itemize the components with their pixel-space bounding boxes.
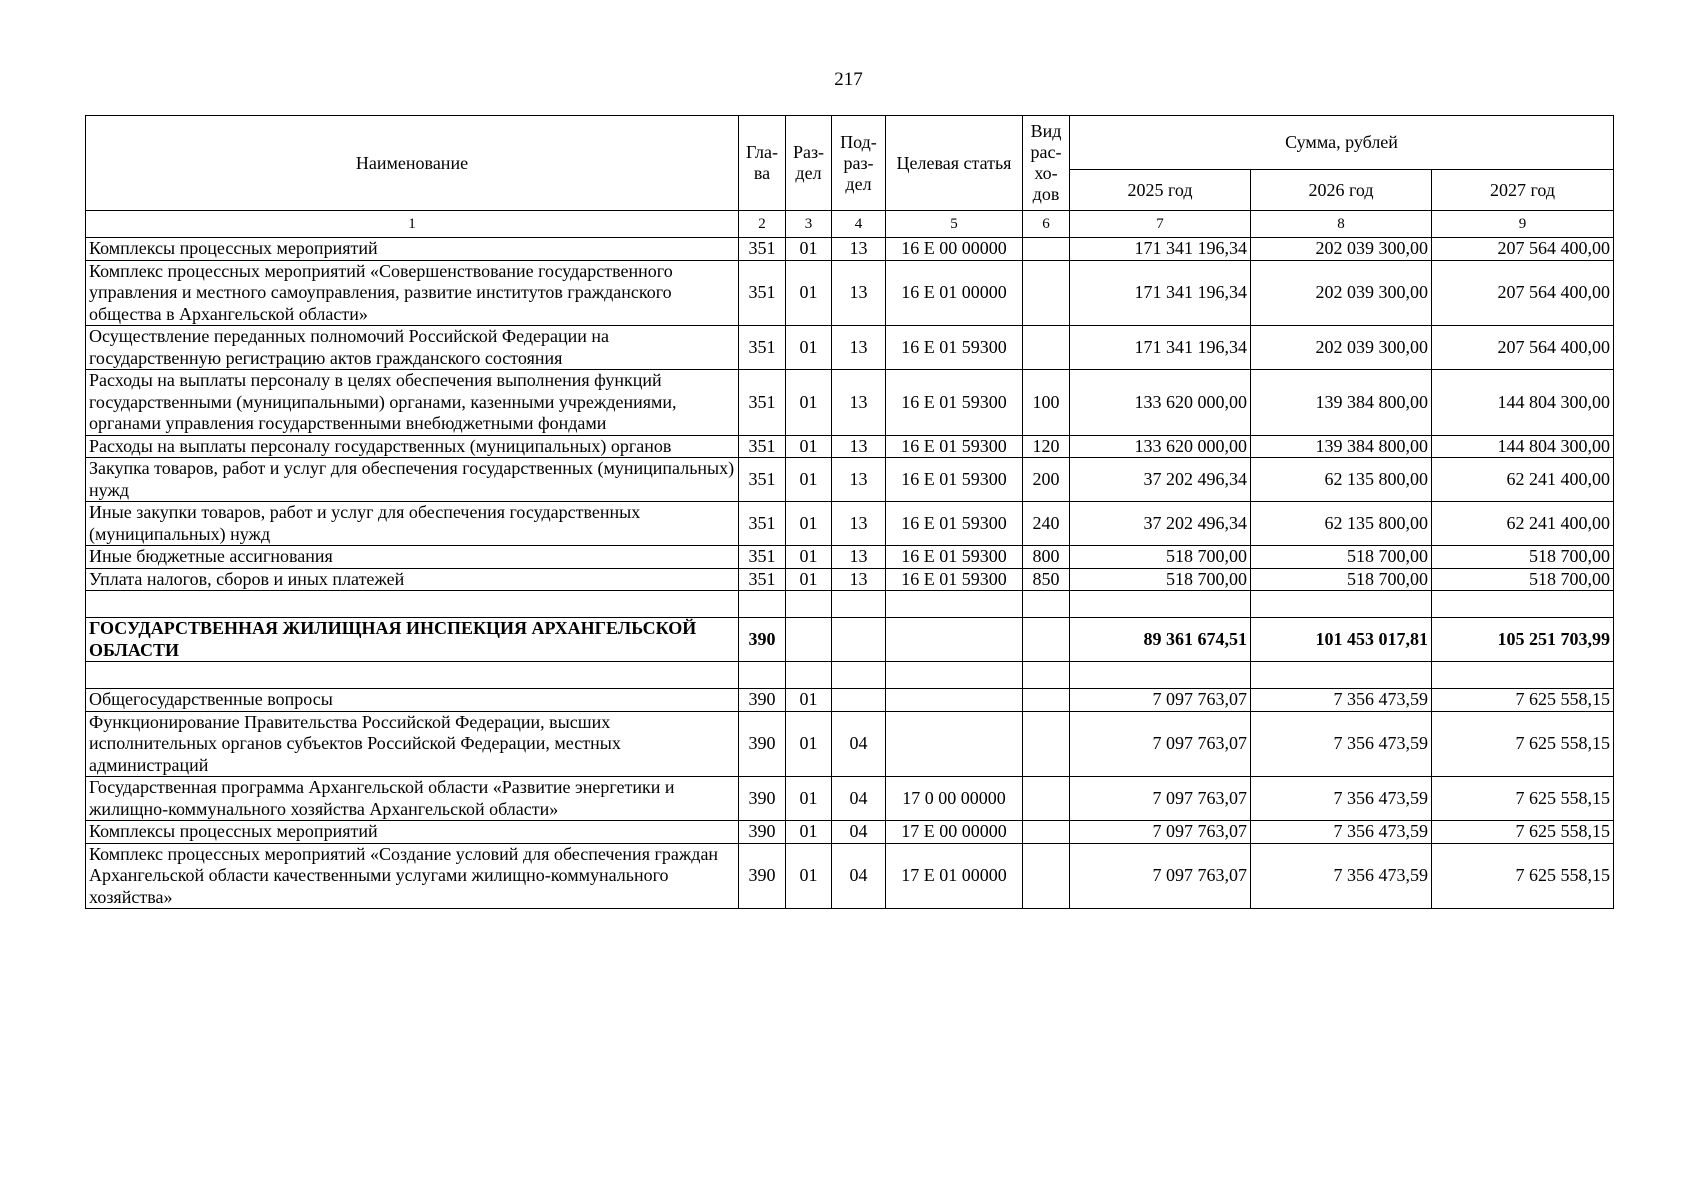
cell-amount-2025: 133 620 000,00 [1070,370,1251,436]
cell-podrazdel: 13 [832,502,886,546]
column-index: 5 [886,211,1023,238]
column-index: 8 [1251,211,1432,238]
cell-glava: 351 [739,458,786,502]
column-index: 9 [1432,211,1614,238]
row-name: Закупка товаров, работ и услуг для обеспечения государственных (муниципальных) нужд [86,458,739,502]
row-name: Расходы на выплаты персоналу в целях обеспечения выполнения функций государственными (муниципальными) органами, казенными учреждениями, органами управления государственными внебюджетными фондами [86,370,739,436]
header-summa: Сумма, рублей [1070,116,1614,170]
cell-glava: 390 [739,711,786,777]
page-number: 217 [834,69,863,90]
cell-celevaya-statya: 16 Е 01 59300 [886,568,1023,591]
cell-vid-rashodov: 200 [1023,458,1070,502]
row-name: Комплексы процессных мероприятий [86,821,739,844]
cell-celevaya-statya: 16 Е 01 59300 [886,546,1023,569]
cell-podrazdel: 13 [832,568,886,591]
table-row [86,843,1614,909]
cell-vid-rashodov [1023,238,1070,261]
table-row [86,238,1614,261]
empty-cell [786,662,832,689]
empty-cell [86,591,739,618]
cell-podrazdel: 13 [832,435,886,458]
cell-vid-rashodov: 100 [1023,370,1070,436]
cell-amount-2025: 171 341 196,34 [1070,260,1251,326]
cell-razdel: 01 [786,370,832,436]
cell-vid-rashodov: 800 [1023,546,1070,569]
cell-amount-2027: 207 564 400,00 [1432,326,1614,370]
empty-cell [1251,591,1432,618]
cell-razdel: 01 [786,435,832,458]
cell-vid-rashodov [1023,260,1070,326]
cell-glava: 390 [739,821,786,844]
table-row [86,435,1614,458]
cell-podrazdel: 13 [832,458,886,502]
cell-glava: 351 [739,502,786,546]
cell-podrazdel [832,689,886,712]
row-name: Осуществление переданных полномочий Российской Федерации на государственную регистрацию актов гражданского состояния [86,326,739,370]
cell-podrazdel: 04 [832,711,886,777]
cell-podrazdel: 13 [832,546,886,569]
cell-amount-2027: 105 251 703,99 [1432,618,1614,662]
budget-table [85,115,1614,909]
cell-razdel: 01 [786,458,832,502]
cell-glava: 390 [739,618,786,662]
cell-celevaya-statya: 16 Е 00 00000 [886,238,1023,261]
row-name: Общегосударственные вопросы [86,689,739,712]
cell-podrazdel: 13 [832,370,886,436]
row-name: Комплекс процессных мероприятий «Создание условий для обеспечения граждан Архангельской области качественными услугами жилищно-коммунального хозяйства» [86,843,739,909]
cell-amount-2027: 7 625 558,15 [1432,843,1614,909]
empty-cell [886,591,1023,618]
column-index: 6 [1023,211,1070,238]
table-row [86,458,1614,502]
cell-podrazdel [832,618,886,662]
row-name: Иные закупки товаров, работ и услуг для обеспечения государственных (муниципальных) нужд [86,502,739,546]
cell-celevaya-statya: 17 0 00 00000 [886,777,1023,821]
cell-amount-2027: 62 241 400,00 [1432,458,1614,502]
empty-cell [1070,591,1251,618]
cell-amount-2025: 7 097 763,07 [1070,777,1251,821]
empty-cell [1023,662,1070,689]
cell-amount-2027: 518 700,00 [1432,568,1614,591]
table-body [86,238,1614,909]
cell-razdel: 01 [786,711,832,777]
table-row [86,711,1614,777]
cell-amount-2027: 518 700,00 [1432,546,1614,569]
column-index: 1 [86,211,739,238]
cell-amount-2025: 133 620 000,00 [1070,435,1251,458]
cell-vid-rashodov [1023,777,1070,821]
cell-amount-2026: 139 384 800,00 [1251,435,1432,458]
cell-glava: 351 [739,546,786,569]
column-index: 3 [786,211,832,238]
cell-razdel: 01 [786,326,832,370]
header-vid-rashodov: Вид рас-хо-дов [1023,116,1070,211]
cell-amount-2026: 7 356 473,59 [1251,689,1432,712]
cell-razdel: 01 [786,502,832,546]
cell-amount-2025: 37 202 496,34 [1070,458,1251,502]
cell-glava: 351 [739,326,786,370]
cell-amount-2026: 202 039 300,00 [1251,326,1432,370]
empty-cell [832,662,886,689]
cell-celevaya-statya: 16 Е 01 59300 [886,458,1023,502]
cell-glava: 351 [739,568,786,591]
cell-amount-2027: 7 625 558,15 [1432,711,1614,777]
header-year-2025: 2025 год [1070,170,1251,211]
cell-vid-rashodov [1023,326,1070,370]
cell-amount-2027: 144 804 300,00 [1432,370,1614,436]
cell-vid-rashodov [1023,618,1070,662]
cell-vid-rashodov [1023,689,1070,712]
cell-amount-2026: 62 135 800,00 [1251,458,1432,502]
spacer-row [86,662,1614,689]
cell-amount-2025: 7 097 763,07 [1070,843,1251,909]
cell-celevaya-statya: 16 Е 01 59300 [886,502,1023,546]
cell-amount-2025: 518 700,00 [1070,546,1251,569]
cell-podrazdel: 04 [832,843,886,909]
cell-amount-2025: 37 202 496,34 [1070,502,1251,546]
cell-celevaya-statya: 16 Е 01 59300 [886,326,1023,370]
cell-amount-2026: 7 356 473,59 [1251,777,1432,821]
column-index: 7 [1070,211,1251,238]
cell-glava: 351 [739,370,786,436]
table-row [86,370,1614,436]
header-glava: Гла-ва [739,116,786,211]
header-razdel: Раз-дел [786,116,832,211]
row-name: Комплекс процессных мероприятий «Совершенствование государственного управления и местного самоуправления, развитие институтов гражданского общества в Архангельской области» [86,260,739,326]
row-name: Государственная программа Архангельской области «Развитие энергетики и жилищно-коммунального хозяйства Архангельской области» [86,777,739,821]
cell-celevaya-statya: 16 Е 01 00000 [886,260,1023,326]
cell-amount-2026: 202 039 300,00 [1251,260,1432,326]
cell-amount-2025: 171 341 196,34 [1070,238,1251,261]
table-row [86,777,1614,821]
table-row [86,689,1614,712]
empty-cell [786,591,832,618]
empty-cell [1432,662,1614,689]
row-name: Иные бюджетные ассигнования [86,546,739,569]
cell-amount-2025: 518 700,00 [1070,568,1251,591]
cell-amount-2026: 518 700,00 [1251,546,1432,569]
cell-celevaya-statya: 17 Е 00 00000 [886,821,1023,844]
row-name: Функционирование Правительства Российской Федерации, высших исполнительных органов субъектов Российской Федерации, местных администраций [86,711,739,777]
row-name: Расходы на выплаты персоналу государственных (муниципальных) органов [86,435,739,458]
cell-vid-rashodov [1023,711,1070,777]
empty-cell [832,591,886,618]
cell-amount-2026: 62 135 800,00 [1251,502,1432,546]
cell-amount-2026: 7 356 473,59 [1251,843,1432,909]
cell-celevaya-statya [886,689,1023,712]
cell-amount-2026: 139 384 800,00 [1251,370,1432,436]
header-year-2027: 2027 год [1432,170,1614,211]
cell-amount-2025: 89 361 674,51 [1070,618,1251,662]
cell-amount-2025: 7 097 763,07 [1070,821,1251,844]
cell-razdel: 01 [786,777,832,821]
cell-glava: 351 [739,435,786,458]
cell-amount-2025: 171 341 196,34 [1070,326,1251,370]
table-header [86,116,1614,238]
cell-amount-2026: 101 453 017,81 [1251,618,1432,662]
empty-cell [86,662,739,689]
cell-podrazdel: 13 [832,326,886,370]
cell-vid-rashodov: 850 [1023,568,1070,591]
cell-vid-rashodov [1023,821,1070,844]
cell-amount-2026: 202 039 300,00 [1251,238,1432,261]
empty-cell [1251,662,1432,689]
table-row [86,546,1614,569]
row-name: Комплексы процессных мероприятий [86,238,739,261]
cell-podrazdel: 04 [832,777,886,821]
cell-vid-rashodov: 120 [1023,435,1070,458]
cell-podrazdel: 13 [832,260,886,326]
cell-glava: 390 [739,777,786,821]
empty-cell [1070,662,1251,689]
row-name: ГОСУДАРСТВЕННАЯ ЖИЛИЩНАЯ ИНСПЕКЦИЯ АРХАНГЕЛЬСКОЙ ОБЛАСТИ [86,618,739,662]
header-celevaya-statya: Целевая статья [886,116,1023,211]
cell-podrazdel: 04 [832,821,886,844]
cell-razdel: 01 [786,821,832,844]
header-year-2026: 2026 год [1251,170,1432,211]
cell-amount-2027: 207 564 400,00 [1432,260,1614,326]
cell-glava: 390 [739,689,786,712]
table-row [86,821,1614,844]
cell-razdel: 01 [786,238,832,261]
column-index: 4 [832,211,886,238]
empty-cell [739,591,786,618]
section-total-row [86,618,1614,662]
empty-cell [1023,591,1070,618]
header-podrazdel: Под-раз-дел [832,116,886,211]
cell-razdel: 01 [786,546,832,569]
cell-glava: 390 [739,843,786,909]
cell-glava: 351 [739,238,786,261]
table-row [86,326,1614,370]
cell-amount-2027: 62 241 400,00 [1432,502,1614,546]
cell-amount-2027: 7 625 558,15 [1432,821,1614,844]
cell-razdel [786,618,832,662]
empty-cell [1432,591,1614,618]
empty-cell [886,662,1023,689]
cell-celevaya-statya: 16 Е 01 59300 [886,370,1023,436]
cell-amount-2025: 7 097 763,07 [1070,711,1251,777]
cell-celevaya-statya: 17 Е 01 00000 [886,843,1023,909]
cell-amount-2026: 7 356 473,59 [1251,821,1432,844]
column-index: 2 [739,211,786,238]
cell-amount-2026: 518 700,00 [1251,568,1432,591]
table-row [86,260,1614,326]
cell-amount-2026: 7 356 473,59 [1251,711,1432,777]
cell-amount-2027: 7 625 558,15 [1432,689,1614,712]
header-name: Наименование [86,116,739,211]
cell-amount-2027: 207 564 400,00 [1432,238,1614,261]
table-row [86,502,1614,546]
empty-cell [739,662,786,689]
cell-razdel: 01 [786,260,832,326]
table-row [86,568,1614,591]
cell-razdel: 01 [786,843,832,909]
cell-amount-2027: 7 625 558,15 [1432,777,1614,821]
spacer-row [86,591,1614,618]
cell-vid-rashodov: 240 [1023,502,1070,546]
cell-podrazdel: 13 [832,238,886,261]
row-name: Уплата налогов, сборов и иных платежей [86,568,739,591]
cell-amount-2027: 144 804 300,00 [1432,435,1614,458]
cell-razdel: 01 [786,568,832,591]
cell-celevaya-statya [886,711,1023,777]
cell-celevaya-statya: 16 Е 01 59300 [886,435,1023,458]
cell-razdel: 01 [786,689,832,712]
cell-amount-2025: 7 097 763,07 [1070,689,1251,712]
cell-glava: 351 [739,260,786,326]
cell-vid-rashodov [1023,843,1070,909]
cell-celevaya-statya [886,618,1023,662]
